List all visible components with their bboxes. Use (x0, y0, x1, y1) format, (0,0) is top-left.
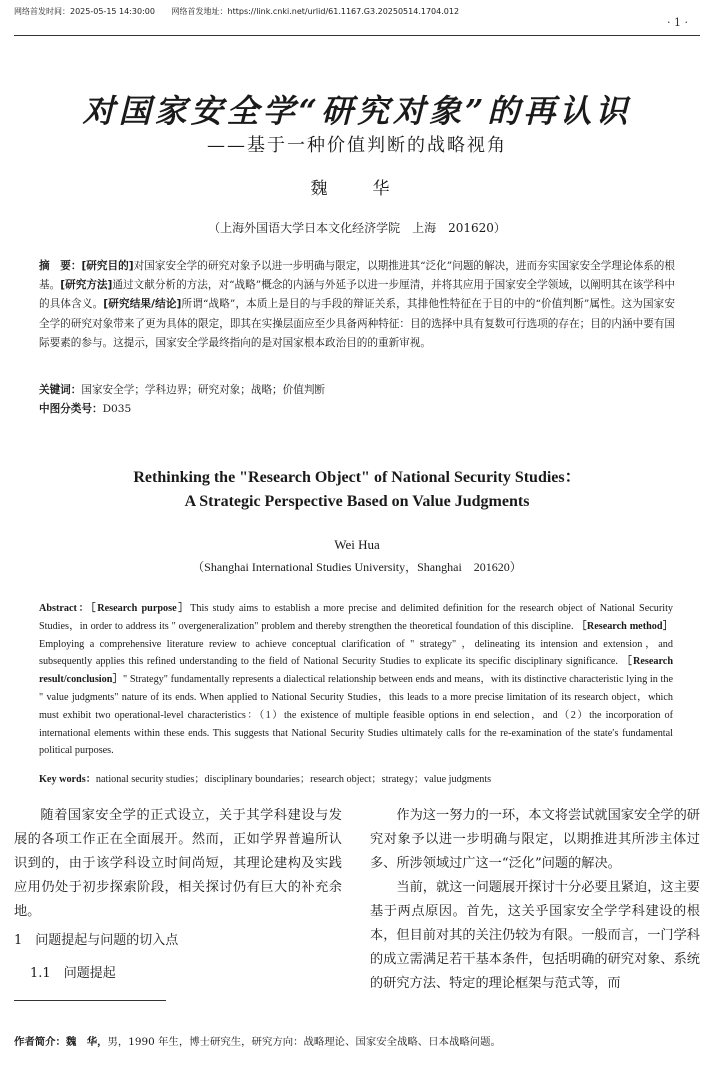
abstract-english: Abstract：［Research purpose］This study aims to establish a more precise and delimited definition for the research object of National Security Studies，in order to address its " overgeneralization" problem and thereby strengthen the theoretical foundation of this discipline. ［Research method］Employing a comprehensive literature review to achieve conceptual clarification of " strategy" ，delineating its intension and extension，and subsequently applies this refined understanding to the field of National Security Studies to explicate its specific disciplinary significance. ［Research result/conclusion］" Strategy" fundamentally represents a dialectical relationship between ends and means，with its distinctive characteristic lying in the " value judgments" nature of its ends. When applied to National Security Studies，this leads to a more precise limitation of its research object，which must exhibit two operational-level characteristics：（1）the existence of multiple feasible options in end selection，and（2）the incorporation of international elements within these ends. This suggests that National Security Studies ultimately calls for the re-examination of the state′s fundamental political purposes. (39, 603, 674, 757)
body-column-left (14, 804, 342, 924)
body-paragraph: 作为这一努力的一环，本文将尝试就国家安全学的研究对象予以进一步明确与限定，以期推进其所涉主体过多、所涉领域过广这一“泛化”问题的解决。 (370, 808, 700, 871)
body-column-right (370, 804, 700, 996)
body-paragraph: 随着国家安全学的正式设立，关于其学科建设与发展的各项工作正在全面展开。然而，正如学界普遍所认识到的，由于该学科设立时间尚短，其理论建构及实践应用仍处于初步探索阶段，相关探讨仍有巨大的补充余地。 (14, 808, 342, 919)
body-paragraph: 当前，就这一问题展开探讨十分必要且紧迫，这主要基于两点原因。首先，这关乎国家安全学学科建设的根本，但目前对其的关注仍较为有限。一般而言，一门学科的成立需满足若干基本条件，包括明确的研究对象、系统的研究方法、特定的理论框架与范式等，而 (370, 880, 700, 991)
author-chinese: 魏 华 (310, 179, 404, 199)
clc-number: 中图分类号：D035 (39, 403, 132, 415)
section-heading-1: 1 问题提起与问题的切入点 (14, 933, 179, 948)
subtitle-chinese: ——基于一种价值判断的战略视角 (207, 135, 507, 156)
online-publish-bar (14, 6, 473, 17)
online-time: 网络首发时间：2025-05-15 14:30:00 (14, 7, 155, 16)
affiliation-english: （Shanghai International Studies University，Shanghai 201620） (192, 560, 522, 574)
page-number: · 1 · (667, 16, 688, 29)
author-english: Wei Hua (334, 537, 380, 552)
author-footnote: 作者简介：魏 华，男，1990 年生，博士研究生，研究方向：战略理论、国家安全战略、日本战略问题。 (14, 1036, 501, 1048)
affiliation-chinese: （上海外国语大学日本文化经济学院 上海 201620） (208, 221, 506, 235)
keywords-english: Key words：national security studies；disciplinary boundaries；research object；strategy；value judgments (39, 774, 492, 785)
online-url[interactable]: 网络首发地址：https://link.cnki.net/urlid/61.1167.G3.20250514.1704.012 (171, 7, 460, 16)
section-heading-1-1: 1.1 问题提起 (30, 966, 116, 981)
header-rule (14, 35, 700, 36)
abstract-chinese: 摘 要：[研究目的]对国家安全学的研究对象予以进一步明确与限定，以期推进其“泛化”问题的解决，进而夯实国家安全学理论体系的根基。[研究方法]通过文献分析的方法，对“战略”概念的内涵与外延予以进一步厘清，并将其应用于国家安全学领域，以阐明其在该学科中的具体含义。[研究结果/结论]所谓“战略”，本质上是目的与手段的辩证关系，其排他性特征在于目的中的“价值判断”属性。这为国家安全学的研究对象带来了更为具体的限定，即其在实操层面应至少具备两种特征：目的选择中具有复数可行选项的存在；目的内涵中要有国际要素的参与。这提示，国家安全学最终指向的是对国家根本政治目的的重新审视。 (39, 260, 676, 349)
footnote-rule (14, 1000, 166, 1001)
title-english: Rethinking the "Research Object" of National Security Studies： A Strategic Perspective Based on Value Judgments (133, 469, 581, 510)
keywords-chinese: 关键词：国家安全学；学科边界；研究对象；战略；价值判断 (39, 384, 326, 396)
title-chinese: 对国家安全学“研究对象”的再认识 (82, 92, 632, 130)
